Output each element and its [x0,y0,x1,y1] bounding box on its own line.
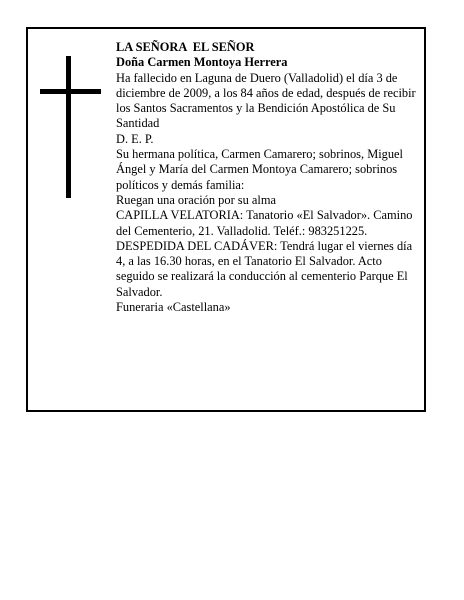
latin-cross-icon [40,56,101,198]
notice-headline: LA SEÑORA EL SEÑOR [116,40,255,54]
cross-vertical-bar [66,56,71,198]
family-members: Su hermana política, Carmen Camarero; sobrinos, Miguel Ángel y María del Carmen Montoya Camarero; sobrinos políticos y demás familia: [116,147,403,192]
cross-horizontal-bar [40,89,101,94]
death-statement: Ha fallecido en Laguna de Duero (Valladolid) el día 3 de diciembre de 2009, a los 84 años de edad, después de recibir los Santos Sacramentos y la Bendición Apostólica de Su Santidad [116,70,416,131]
obituary-notice [26,27,426,412]
funeral-home: Funeraria «Castellana» [116,300,231,315]
prayer-request: Ruegan una oración por su alma [116,192,276,207]
deceased-name: Doña Carmen Montoya Herrera [116,55,288,70]
farewell-details: DESPEDIDA DEL CADÁVER: Tendrá lugar el viernes día 4, a las 16.30 horas, en el Tanatorio El Salvador. Acto seguido se realizará la conducción al cementerio Parque El Salvador. [116,238,413,299]
wake-location: CAPILLA VELATORIA: Tanatorio «El Salvador». Camino del Cementerio, 21. Valladolid. Teléf.: 983251225. [116,208,413,238]
rest-in-peace: D. E. P. [116,131,154,146]
notice-text-block [116,40,422,315]
